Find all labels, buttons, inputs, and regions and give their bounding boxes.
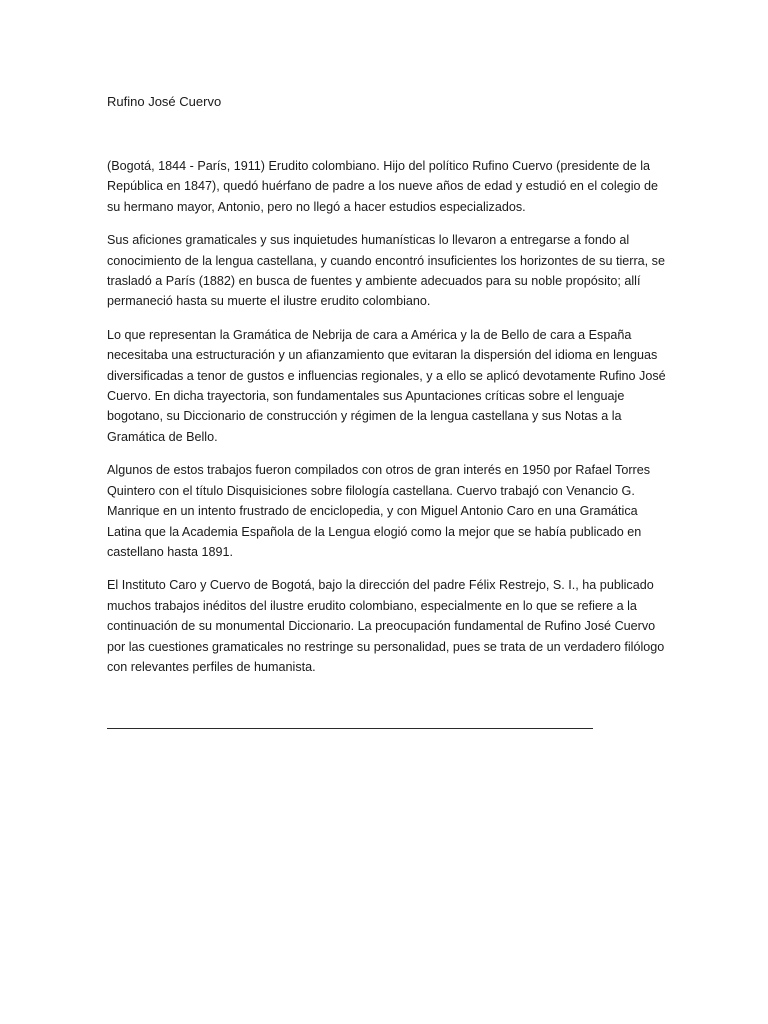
horizontal-rule (107, 728, 593, 729)
document-title: Rufino José Cuervo (107, 94, 222, 109)
paragraph-1: (Bogotá, 1844 - París, 1911) Erudito colombiano. Hijo del político Rufino Cuervo (presidente de la República en 1847), quedó huérfano de padre a los nueve años de edad y estudió en el colegio de su hermano mayor, Antonio, pero no llegó a hacer estudios especializados. (107, 159, 659, 214)
paragraph-2: Sus aficiones gramaticales y sus inquietudes humanísticas lo llevaron a entregarse a fondo al conocimiento de la lengua castellana, y cuando encontró insuficientes los horizontes de su tierra, se trasladó a París (1882) en busca de fuentes y ambiente adecuados para su noble propósito; allí permaneció hasta su muerte el ilustre erudito colombiano. (107, 233, 665, 309)
paragraph-4: Algunos de estos trabajos fueron compilados con otros de gran interés en 1950 por Rafael Torres Quintero con el título Disquisiciones sobre filología castellana. Cuervo trabajó con Venancio G. Manrique en un intento frustrado de enciclopedia, y con Miguel Antonio Caro en una Gramática Latina que la Academia Española de la Lengua elogió como la mejor que se había publicado en castellano hasta 1891. (107, 463, 651, 559)
paragraph-5: El Instituto Caro y Cuervo de Bogotá, bajo la dirección del padre Félix Restrejo, S. I., ha publicado muchos trabajos inéditos del ilustre erudito colombiano, especialmente en lo que se refiere a la continuación de su monumental Diccionario. La preocupación fundamental de Rufino José Cuervo por las cuestiones gramaticales no restringe su personalidad, pues se trata de un verdadero filólogo con relevantes perfiles de humanista. (107, 578, 665, 674)
document-body (107, 156, 667, 690)
paragraph-3: Lo que representan la Gramática de Nebrija de cara a América y la de Bello de cara a España necesitaba una estructuración y un afianzamiento que evitaran la dispersión del idioma en lenguas diversificadas a tenor de gustos e influencias regionales, y a ello se aplicó devotamente Rufino José Cuervo. En dicha trayectoria, son fundamentales sus Apuntaciones críticas sobre el lenguaje bogotano, su Diccionario de construcción y régimen de la lengua castellana y sus Notas a la Gramática de Bello. (107, 327, 666, 444)
